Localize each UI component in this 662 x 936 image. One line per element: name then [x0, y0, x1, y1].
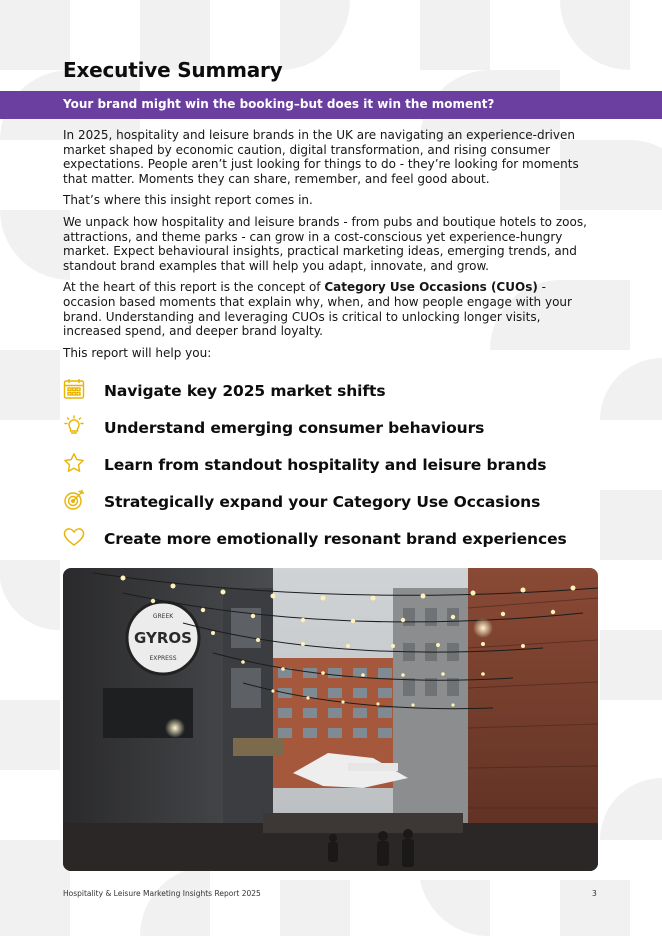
- sign-top-text: GREEK: [152, 613, 174, 620]
- cuo-text-after: - occasion based moments that explain why, when, and how people engage with your brand. Understanding and leveraging CUOs is critical to unlocking longer visits, increased spend, and deeper brand loyalty.: [63, 280, 572, 339]
- paragraph-help: This report will help you:: [63, 345, 212, 360]
- street-photo: [63, 568, 598, 871]
- heart-icon: [63, 526, 85, 548]
- paragraph-intro: In 2025, hospitality and leisure brands in the UK are navigating an experience-driven market shaped by economic caution, digital transformation, and rising consumer expectations. People aren’t just looking for things to do - they’re looking for moments that matter. Moments they can share, remember, and feel good about.: [63, 128, 579, 186]
- banner-text: Your brand might win the booking–but does it win the moment?: [63, 97, 495, 111]
- body-text: [63, 128, 598, 367]
- bullet-label: Understand emerging consumer behaviours: [104, 419, 485, 437]
- list-item: [63, 378, 603, 415]
- page-title: Executive Summary: [63, 58, 283, 82]
- cuo-text-before: At the heart of this report is the concept of: [63, 280, 325, 295]
- paragraph-unpack: We unpack how hospitality and leisure brands - from pubs and boutique hotels to zoos, attractions, and theme parks - can grow in a cost-conscious yet experience-hungry market. Expect behavioural insights, practical marketing ideas, emerging trends, and standout brand examples that will help you adapt, innovate, and grow.: [63, 214, 587, 273]
- lightbulb-icon: [63, 415, 85, 437]
- benefits-list: [63, 378, 603, 563]
- subtitle-banner: [0, 91, 662, 119]
- list-item: [63, 489, 603, 526]
- sign-main-text: GYROS: [134, 629, 192, 647]
- star-icon: [63, 452, 85, 474]
- list-item: [63, 415, 603, 452]
- list-item: [63, 526, 603, 563]
- paragraph-insight: That’s where this insight report comes in.: [63, 193, 313, 208]
- list-item: [63, 452, 603, 489]
- page-number: 3: [592, 889, 597, 898]
- cuo-term: Category Use Occasions (CUOs): [324, 280, 538, 295]
- target-icon: [63, 489, 85, 511]
- sign-bottom-text: EXPRESS: [149, 655, 177, 662]
- paragraph-cuo: [63, 280, 598, 338]
- calendar-icon: [63, 378, 85, 400]
- shop-sign: [127, 602, 199, 674]
- bullet-label: Create more emotionally resonant brand experiences: [104, 530, 567, 548]
- bullet-label: Strategically expand your Category Use Occasions: [104, 493, 541, 511]
- bullet-label: Learn from standout hospitality and leisure brands: [104, 456, 547, 474]
- footer-report-title: Hospitality & Leisure Marketing Insights Report 2025: [63, 889, 261, 898]
- bullet-label: Navigate key 2025 market shifts: [104, 382, 386, 400]
